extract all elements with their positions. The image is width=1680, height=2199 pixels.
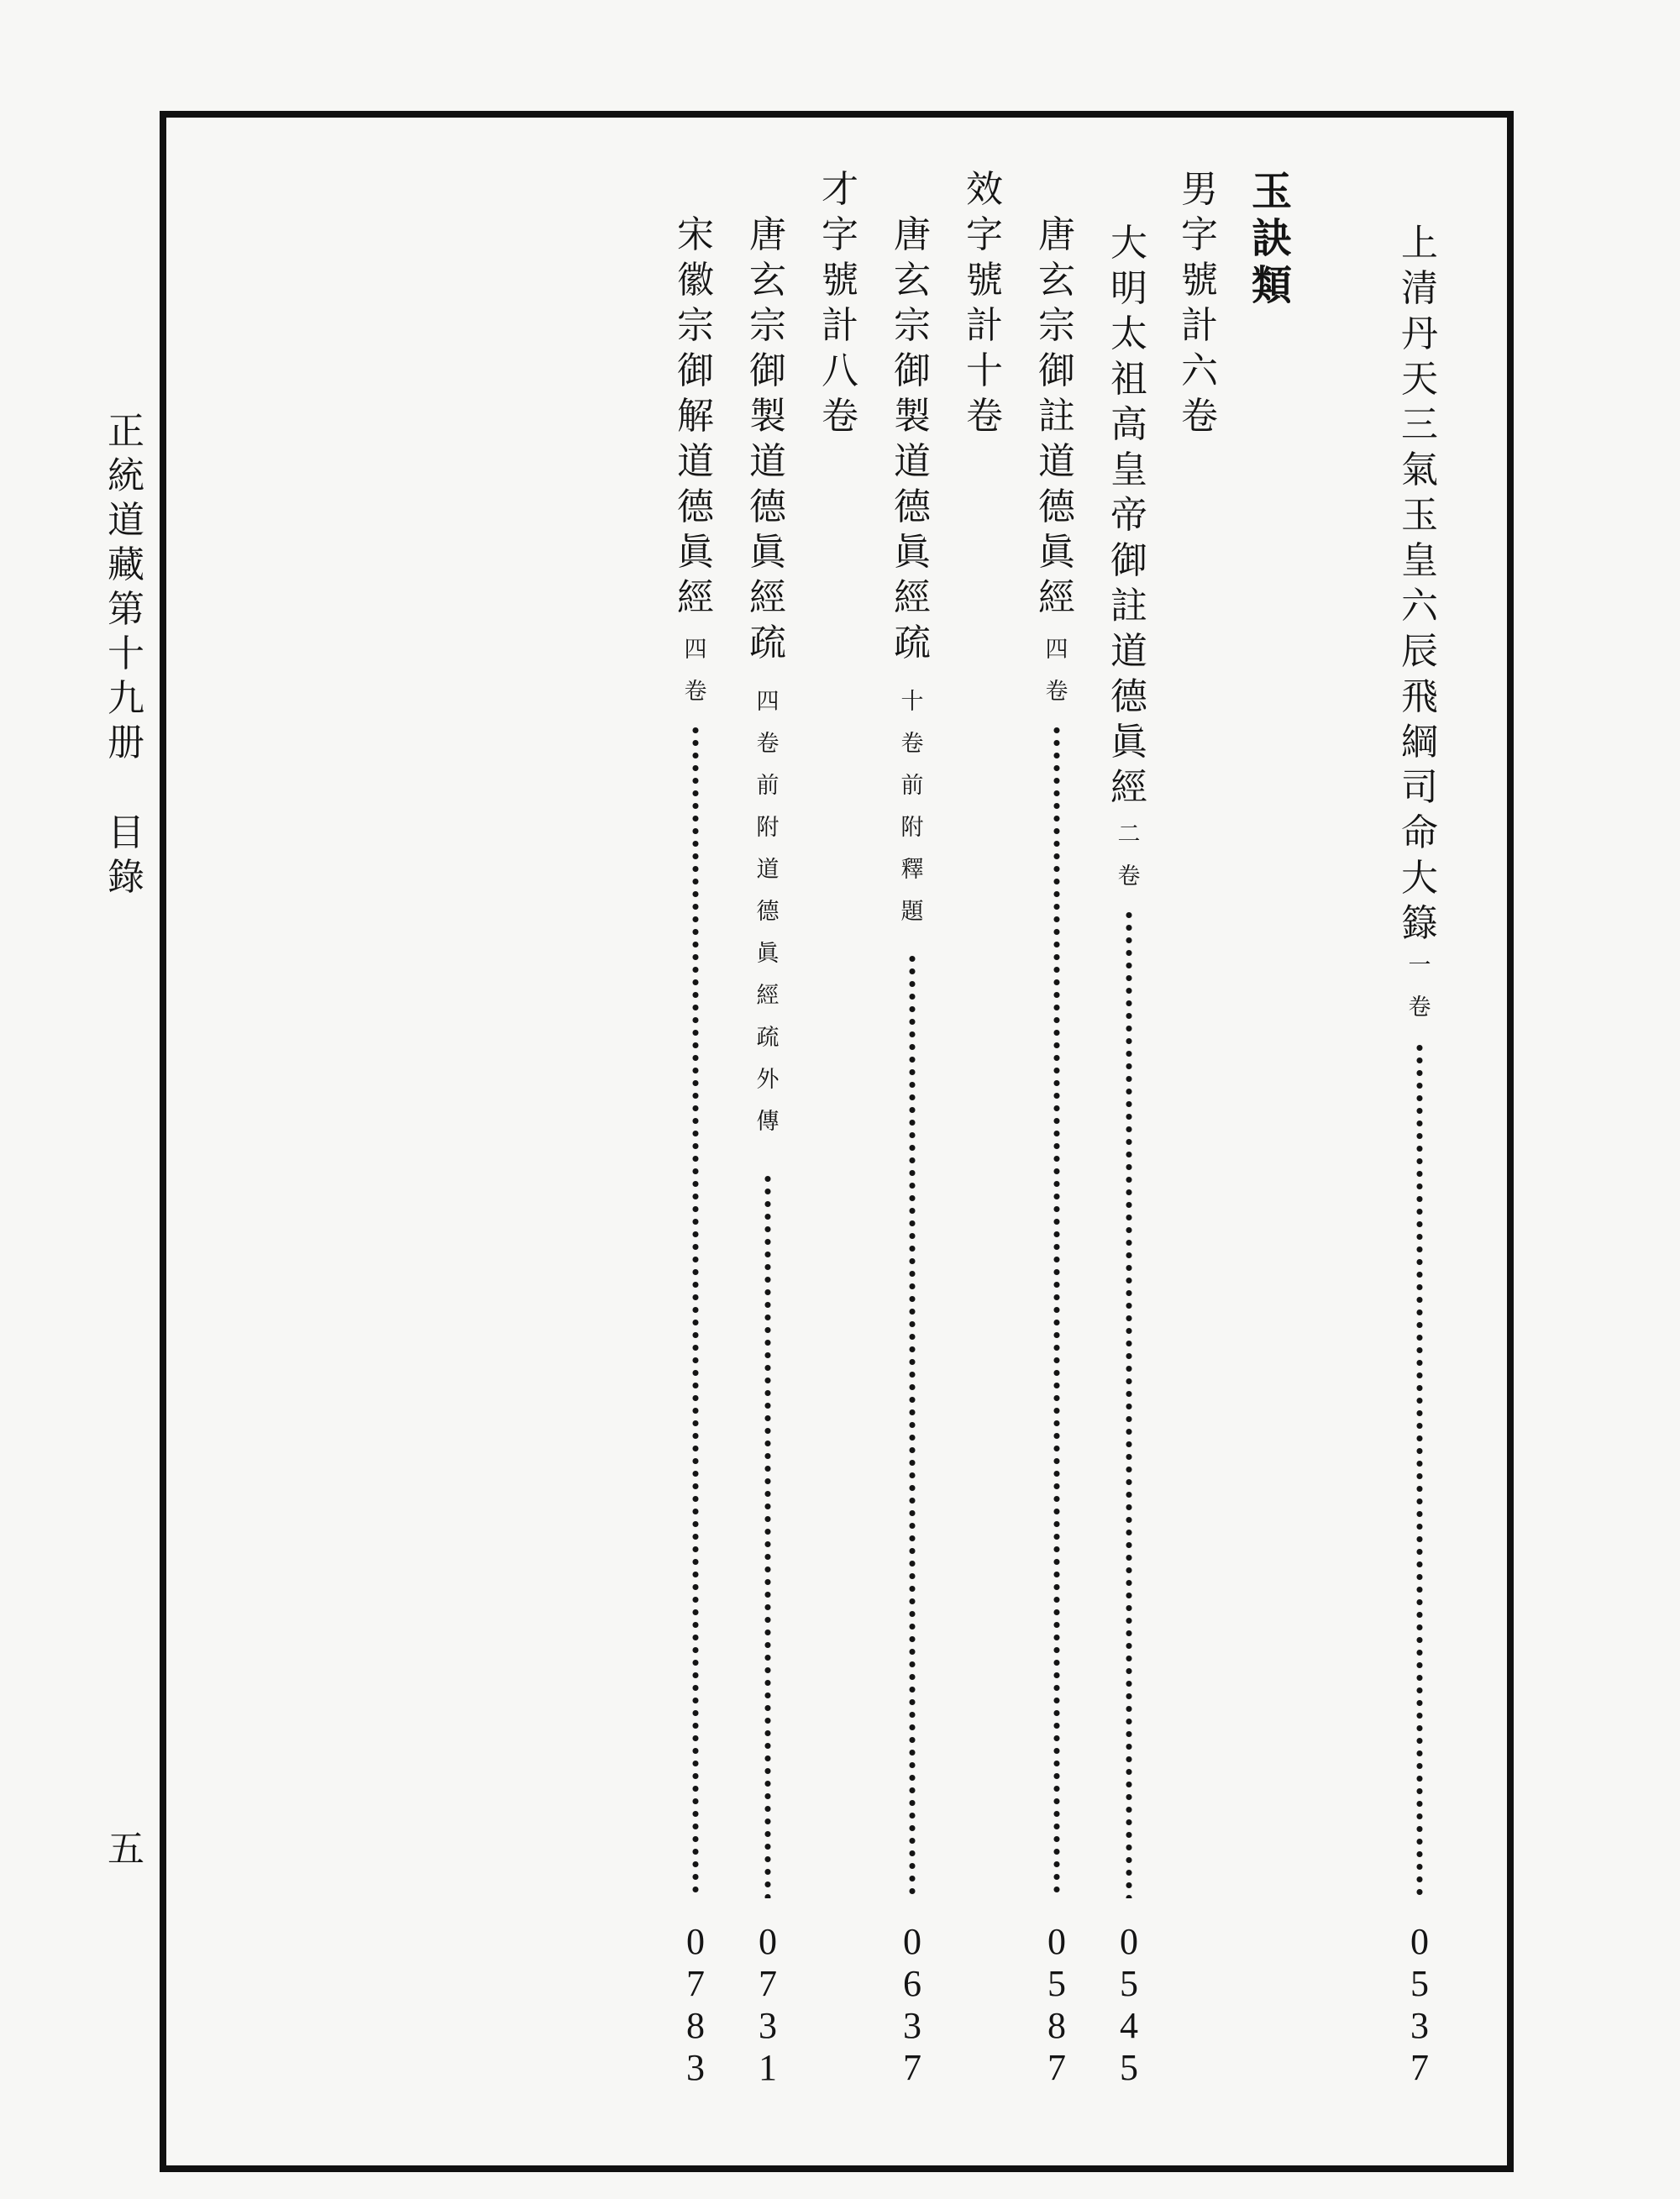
volume-count-label <box>1176 168 1223 443</box>
glyph: 5 <box>1120 2047 1138 2088</box>
glyph: 眞 <box>1038 531 1075 574</box>
entry-title <box>1033 213 1080 625</box>
glyph: 飛 <box>1401 675 1438 718</box>
glyph: 1 <box>759 2047 777 2088</box>
glyph: 附 <box>756 815 780 841</box>
glyph: 册 <box>108 722 144 764</box>
glyph: 經 <box>1038 576 1075 619</box>
glyph: 宗 <box>677 304 714 347</box>
glyph: 3 <box>759 2005 777 2046</box>
glyph: 四 <box>756 689 780 715</box>
glyph: 附 <box>900 815 924 841</box>
glyph: 唐 <box>749 213 786 256</box>
glyph: 第 <box>108 588 144 631</box>
page-number <box>1035 1923 1079 2091</box>
glyph: 卷 <box>756 731 780 757</box>
glyph: 宗 <box>894 304 931 347</box>
glyph: 傳 <box>756 1109 780 1135</box>
glyph: 皇 <box>1110 449 1147 491</box>
glyph: 經 <box>1110 766 1147 809</box>
glyph: 號 <box>822 259 858 302</box>
glyph: 計 <box>1181 304 1218 347</box>
volume-count-label <box>816 168 864 443</box>
glyph: 疏 <box>894 622 931 664</box>
glyph: 玉 <box>1251 168 1292 215</box>
glyph: 宗 <box>1038 304 1075 347</box>
glyph: 六 <box>1181 349 1218 392</box>
glyph: 解 <box>677 395 714 438</box>
glyph: 0 <box>903 1921 921 1962</box>
glyph: 製 <box>894 395 931 438</box>
entry-note <box>749 690 786 1152</box>
glyph: 宗 <box>749 304 786 347</box>
page-number <box>746 1923 790 2091</box>
glyph: 疏 <box>749 622 786 664</box>
glyph: 正 <box>108 410 144 453</box>
glyph: 號 <box>966 259 1003 302</box>
glyph: 7 <box>1410 2047 1429 2088</box>
glyph: 題 <box>900 899 924 925</box>
glyph: 經 <box>749 576 786 619</box>
entry-title <box>672 213 719 625</box>
glyph: 統 <box>108 454 144 497</box>
glyph: 經 <box>756 983 780 1009</box>
glyph: 太 <box>1110 312 1147 355</box>
glyph: 清 <box>1401 267 1438 310</box>
glyph: 天 <box>1401 358 1438 401</box>
glyph: 道 <box>677 440 714 483</box>
glyph: 上 <box>1401 222 1438 265</box>
glyph: 御 <box>894 349 931 392</box>
glyph: 八 <box>822 349 858 392</box>
glyph: 8 <box>686 2005 705 2046</box>
glyph: 釋 <box>900 857 924 883</box>
glyph: 錄 <box>108 856 144 899</box>
glyph: 4 <box>1120 2005 1138 2046</box>
glyph: 卷 <box>1408 995 1431 1021</box>
glyph: 玄 <box>749 259 786 302</box>
glyph: 籙 <box>1401 902 1438 945</box>
glyph: 效 <box>966 168 1003 211</box>
leader-dots <box>1415 1042 1424 1898</box>
glyph: 一 <box>1408 953 1431 979</box>
glyph: 辰 <box>1401 630 1438 673</box>
glyph: 命 <box>1401 811 1438 854</box>
glyph: 道 <box>749 440 786 483</box>
glyph: 皇 <box>1401 539 1438 582</box>
glyph: 四 <box>684 637 707 663</box>
entry-note <box>894 690 931 942</box>
glyph: 大 <box>1110 222 1147 265</box>
glyph: 字 <box>1181 213 1218 256</box>
glyph: 德 <box>1038 485 1075 528</box>
leader-dots <box>691 724 700 1898</box>
glyph: 7 <box>686 1963 705 2004</box>
page-number <box>890 1923 934 2091</box>
glyph: 高 <box>1110 403 1147 446</box>
volume-title <box>102 410 150 769</box>
glyph: 四 <box>1045 637 1068 663</box>
glyph: 帝 <box>1110 494 1147 537</box>
glyph: 氣 <box>1401 449 1438 491</box>
glyph: 九 <box>108 677 144 720</box>
entry-title <box>889 213 936 670</box>
glyph: 3 <box>903 2005 921 2046</box>
glyph: 卷 <box>822 395 858 438</box>
glyph: 德 <box>677 485 714 528</box>
glyph: 0 <box>759 1921 777 1962</box>
leader-dots <box>764 1173 772 1898</box>
entry-note <box>1110 823 1147 907</box>
glyph: 十 <box>966 349 1003 392</box>
glyph: 二 <box>1117 821 1141 848</box>
glyph: 0 <box>686 1921 705 1962</box>
glyph: 道 <box>1110 630 1147 673</box>
glyph: 卷 <box>900 731 924 757</box>
glyph: 卷 <box>1045 679 1068 705</box>
glyph: 玄 <box>1038 259 1075 302</box>
glyph: 0 <box>1047 1921 1066 1962</box>
glyph: 御 <box>1038 349 1075 392</box>
glyph: 0 <box>1120 1921 1138 1962</box>
leader-dots <box>1053 724 1061 1898</box>
glyph: 3 <box>686 2047 705 2088</box>
entry-note <box>1401 954 1438 1038</box>
glyph: 卷 <box>1181 395 1218 438</box>
glyph: 製 <box>749 395 786 438</box>
glyph: 6 <box>903 1963 921 2004</box>
folio-number <box>102 1828 150 1876</box>
glyph: 計 <box>822 304 858 347</box>
glyph: 經 <box>894 576 931 619</box>
glyph: 7 <box>1047 2047 1066 2088</box>
glyph: 5 <box>1047 1963 1066 2004</box>
glyph: 經 <box>677 576 714 619</box>
leader-dots <box>1125 909 1133 1898</box>
glyph: 前 <box>900 773 924 799</box>
glyph: 宋 <box>677 213 714 256</box>
glyph: 玄 <box>894 259 931 302</box>
glyph: 德 <box>894 485 931 528</box>
page-number <box>674 1923 717 2091</box>
glyph: 卷 <box>966 395 1003 438</box>
glyph: 註 <box>1038 395 1075 438</box>
glyph: 眞 <box>1110 721 1147 764</box>
glyph: 唐 <box>894 213 931 256</box>
glyph: 綱 <box>1401 721 1438 764</box>
glyph: 德 <box>756 899 780 925</box>
glyph: 目 <box>108 811 144 854</box>
glyph: 7 <box>903 2047 921 2088</box>
glyph: 類 <box>1251 262 1292 309</box>
glyph: 卷 <box>1117 863 1141 890</box>
glyph: 唐 <box>1038 213 1075 256</box>
glyph: 御 <box>1110 539 1147 582</box>
glyph: 號 <box>1181 259 1218 302</box>
glyph: 六 <box>1401 585 1438 627</box>
glyph: 眞 <box>756 941 780 967</box>
glyph: 玉 <box>1401 494 1438 537</box>
volume-count-label <box>961 168 1008 443</box>
glyph: 5 <box>1410 1963 1429 2004</box>
glyph: 德 <box>1110 675 1147 718</box>
glyph: 字 <box>966 213 1003 256</box>
glyph: 註 <box>1110 585 1147 627</box>
glyph: 丹 <box>1401 312 1438 355</box>
glyph: 8 <box>1047 2005 1066 2046</box>
entry-title <box>1105 222 1152 815</box>
glyph: 五 <box>108 1828 144 1871</box>
glyph: 卷 <box>684 679 707 705</box>
glyph: 3 <box>1410 2005 1429 2046</box>
glyph: 三 <box>1401 403 1438 446</box>
entry-title <box>744 213 791 670</box>
glyph: 十 <box>108 632 144 675</box>
glyph: 道 <box>894 440 931 483</box>
glyph: 藏 <box>108 543 144 586</box>
page-number <box>1398 1923 1441 2091</box>
glyph: 男 <box>1181 168 1218 211</box>
glyph: 字 <box>822 213 858 256</box>
glyph: 5 <box>1120 1963 1138 2004</box>
glyph: 道 <box>108 499 144 542</box>
glyph: 徽 <box>677 259 714 302</box>
glyph: 御 <box>749 349 786 392</box>
entry-note <box>677 638 714 722</box>
glyph: 7 <box>759 1963 777 2004</box>
glyph: 眞 <box>677 531 714 574</box>
glyph: 0 <box>1410 1921 1429 1962</box>
glyph: 計 <box>966 304 1003 347</box>
glyph: 司 <box>1401 766 1438 809</box>
glyph: 道 <box>756 857 780 883</box>
glyph: 才 <box>822 168 858 211</box>
page-number <box>1107 1923 1151 2091</box>
glyph: 明 <box>1110 267 1147 310</box>
glyph: 祖 <box>1110 358 1147 401</box>
glyph: 疏 <box>756 1025 780 1051</box>
section-label <box>102 811 150 904</box>
glyph: 眞 <box>749 531 786 574</box>
glyph: 大 <box>1401 857 1438 900</box>
glyph: 前 <box>756 773 780 799</box>
glyph: 十 <box>900 689 924 715</box>
glyph: 眞 <box>894 531 931 574</box>
entry-title <box>1396 222 1443 951</box>
leader-dots <box>908 953 916 1898</box>
category-heading <box>1247 168 1297 312</box>
glyph: 道 <box>1038 440 1075 483</box>
glyph: 德 <box>749 485 786 528</box>
glyph: 外 <box>756 1067 780 1093</box>
entry-note <box>1038 638 1075 722</box>
glyph: 訣 <box>1251 215 1292 262</box>
glyph: 御 <box>677 349 714 392</box>
